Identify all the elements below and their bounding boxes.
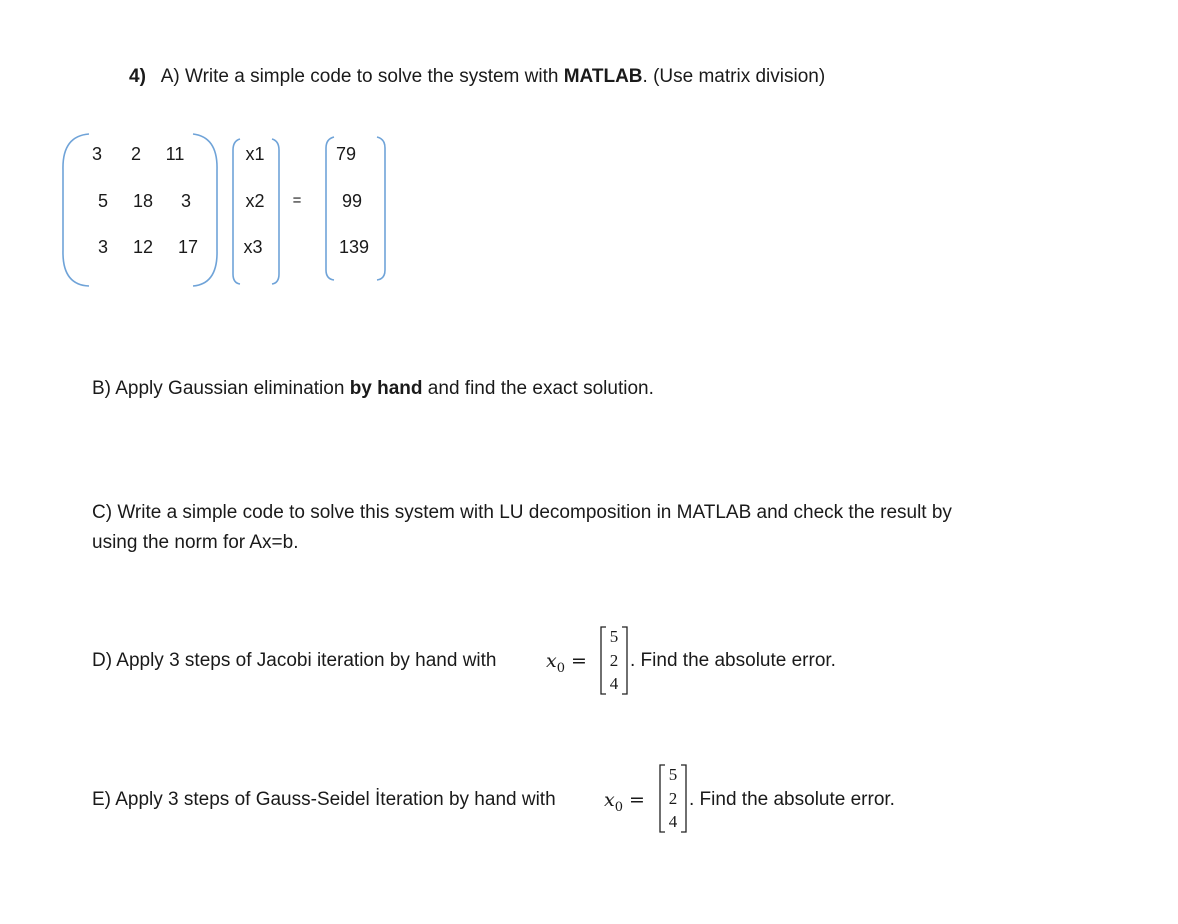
part-d-x0: $x_0$ = [546,650,587,676]
vector-x-cell: x2 [245,191,265,211]
vector-b-cell: 139 [338,237,370,257]
part-d-text-2: . Find the absolute error. [630,650,836,671]
matrix-a-cell: 2 [130,144,141,164]
matrix-a-cell: 3 [91,144,102,164]
part-d-x0-value: 4 [609,674,619,693]
part-d-text-1: D) Apply 3 steps of Jacobi iteration by hand with [92,650,497,671]
part-e-x0-value: 4 [668,812,678,831]
part-a-bold: MATLAB [563,66,643,87]
matrix-a-cell: 18 [132,191,154,211]
matrix-a-cell: 12 [132,237,154,257]
part-b-text-1: B) Apply Gaussian elimination [92,378,350,399]
matrix-a-cell: 3 [97,237,108,257]
matrix-a-cell: 5 [97,191,108,211]
matrix-a-cell: 3 [180,191,191,211]
part-e-text-2: . Find the absolute error. [689,789,895,810]
matrix-a-cell: 17 [177,237,199,257]
vector-x-cell: x3 [243,237,263,257]
question-number: 4) [129,66,146,87]
part-a-text-1: A) Write a simple code to solve the system with [160,66,564,87]
part-c-line-1: C) Write a simple code to solve this system with LU decomposition in MATLAB and check the result by [92,502,952,523]
part-e-text-1: E) Apply 3 steps of Gauss-Seidel İteration by hand with [92,789,556,810]
part-d-x0-value: 5 [609,627,619,646]
equals-sign: = [292,192,302,209]
part-a-text-2: . (Use matrix division) [642,66,826,87]
part-d-x0-value: 2 [609,651,619,670]
vector-x-cell: x1 [245,144,265,164]
part-e-x0-value: 2 [668,789,678,808]
part-b-bold: by hand [349,378,423,399]
part-c-line-2: using the norm for Ax=b. [92,532,299,553]
part-b-text-2: and find the exact solution. [422,378,654,399]
part-e-x0: $x_0$ = [604,789,645,815]
vector-b-cell: 99 [341,191,363,211]
vector-b-cell: 79 [335,144,357,164]
part-e-x0-value: 5 [668,765,678,784]
matrix-a-cell: 11 [165,144,185,164]
